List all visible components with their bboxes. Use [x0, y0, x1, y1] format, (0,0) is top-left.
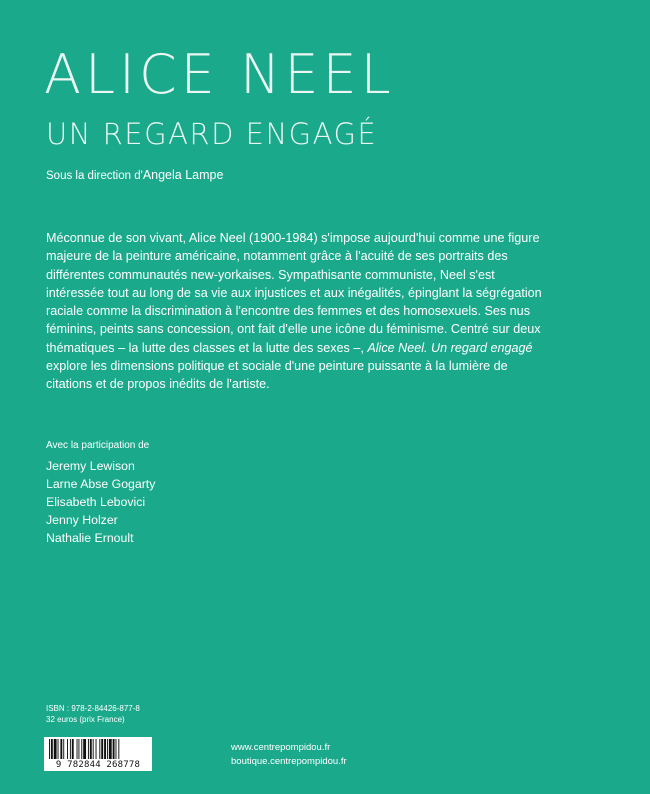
contributor-name: Jeremy Lewison	[46, 459, 135, 473]
contributor-name: Jenny Holzer	[46, 513, 118, 527]
book-title: ALICE NEEL	[44, 43, 395, 106]
contributor-name: Elisabeth Lebovici	[46, 495, 146, 509]
editor-name: Angela Lampe	[142, 168, 224, 182]
contributors-list	[46, 457, 155, 547]
editor-credit	[46, 168, 223, 183]
description-book-title: Alice Neel. Un regard engagé	[367, 340, 533, 355]
editor-credit-prefix: Sous la direction d'	[46, 170, 143, 182]
barcode-bars-icon	[44, 737, 152, 761]
contributors	[46, 439, 155, 547]
contributor-name: Larne Abse Gogarty	[46, 477, 156, 491]
book-description	[46, 229, 546, 394]
barcode-digits: 9 782844 268778	[55, 760, 141, 770]
barcode	[44, 737, 152, 771]
book-subtitle: UN REGARD ENGAGÉ	[46, 117, 378, 151]
description-text-end: explore les dimensions politique et sociale d'une peinture puissante à la lumière de citations et de propos inédits de l'artiste.	[46, 359, 508, 392]
contributors-label: Avec la participation de	[46, 440, 150, 451]
contributor-name: Nathalie Ernoult	[46, 531, 134, 545]
isbn-block	[46, 704, 140, 725]
description-text: Méconnue de son vivant, Alice Neel (1900-1984) s'impose aujourd'hui comme une figure majeure de la peinture américaine, notamment grâce à l'acuité de ses portraits des différentes communautés new-yorkaises. Sympathisante communiste, Neel s'est intéressée tout au long de sa vie aux injustices et aux inégalités, épinglant la ségrégation raciale comme la discrimination à l'encontre des femmes et des homosexuels. Ses nus féminins, peints sans concession, ont fait d'elle une icône du féminisme. Centré sur deux thématiques – la lutte des classes et la lutte des sexes –,	[46, 231, 542, 355]
website-link[interactable]: www.centrepompidou.fr	[231, 742, 331, 753]
shop-link[interactable]: boutique.centrepompidou.fr	[231, 756, 347, 767]
isbn-number: ISBN : 978-2-84426-877-8	[46, 704, 140, 713]
price: 32 euros (prix France)	[46, 714, 125, 724]
website-links	[231, 741, 347, 769]
